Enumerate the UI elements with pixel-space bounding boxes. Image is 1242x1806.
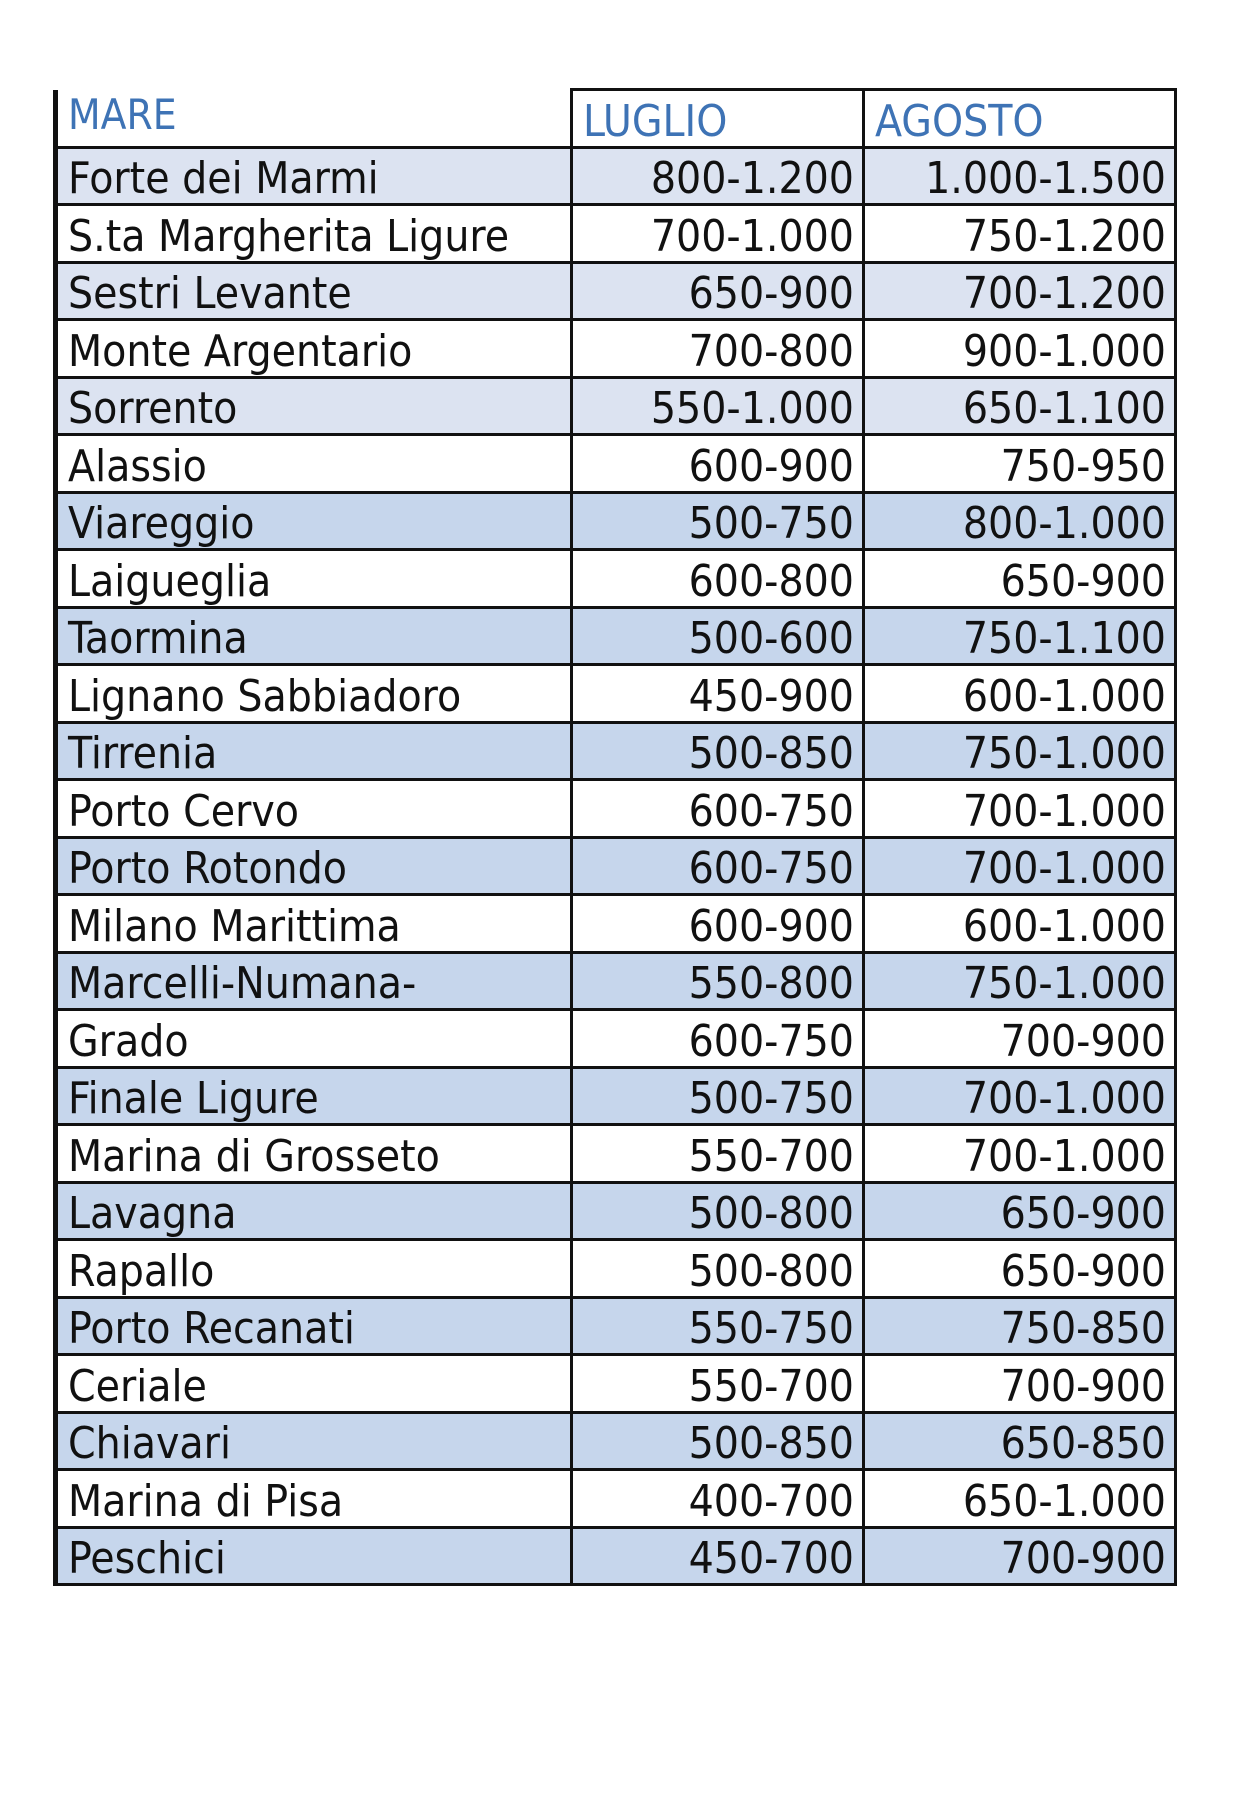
place-cell: Rapallo <box>56 1240 572 1298</box>
place-cell: Grado <box>56 1010 572 1068</box>
place-cell: Chiavari <box>56 1412 572 1470</box>
table-row <box>56 952 1176 1010</box>
table-body <box>56 147 1176 1585</box>
july-price-cell: 700-800 <box>572 320 864 378</box>
place-cell: Alassio <box>56 435 572 493</box>
july-price-cell: 700-1.000 <box>572 205 864 263</box>
place-cell: Marina di Pisa <box>56 1470 572 1528</box>
august-price-cell: 650-900 <box>864 550 1176 608</box>
july-price-cell: 500-800 <box>572 1182 864 1240</box>
august-price-cell: 750-1.100 <box>864 607 1176 665</box>
place-cell: Marcelli-Numana- <box>56 952 572 1010</box>
august-price-cell: 700-1.000 <box>864 837 1176 895</box>
july-price-cell: 550-1.000 <box>572 377 864 435</box>
place-cell: Peschici <box>56 1527 572 1585</box>
table-row <box>56 377 1176 435</box>
july-price-cell: 800-1.200 <box>572 147 864 205</box>
august-price-cell: 750-1.000 <box>864 722 1176 780</box>
august-price-cell: 750-850 <box>864 1297 1176 1355</box>
place-cell: Porto Rotondo <box>56 837 572 895</box>
july-price-cell: 600-750 <box>572 780 864 838</box>
august-price-cell: 750-950 <box>864 435 1176 493</box>
august-price-cell: 650-1.100 <box>864 377 1176 435</box>
place-cell: Forte dei Marmi <box>56 147 572 205</box>
july-price-cell: 550-700 <box>572 1355 864 1413</box>
place-cell: Viareggio <box>56 492 572 550</box>
table-row <box>56 607 1176 665</box>
august-price-cell: 900-1.000 <box>864 320 1176 378</box>
july-price-cell: 500-750 <box>572 492 864 550</box>
august-price-cell: 750-1.200 <box>864 205 1176 263</box>
table-row <box>56 1412 1176 1470</box>
july-price-cell: 550-700 <box>572 1125 864 1183</box>
place-cell: Sorrento <box>56 377 572 435</box>
july-price-cell: 400-700 <box>572 1470 864 1528</box>
july-price-cell: 550-800 <box>572 952 864 1010</box>
july-price-cell: 650-900 <box>572 262 864 320</box>
place-cell: Monte Argentario <box>56 320 572 378</box>
table-row <box>56 1355 1176 1413</box>
header-august: AGOSTO <box>864 90 1176 148</box>
place-cell: Marina di Grosseto <box>56 1125 572 1183</box>
july-price-cell: 500-850 <box>572 722 864 780</box>
august-price-cell: 650-1.000 <box>864 1470 1176 1528</box>
august-price-cell: 700-1.000 <box>864 780 1176 838</box>
table-row <box>56 837 1176 895</box>
header-place: MARE <box>56 90 572 148</box>
july-price-cell: 500-800 <box>572 1240 864 1298</box>
august-price-cell: 700-1.000 <box>864 1125 1176 1183</box>
august-price-cell: 700-1.000 <box>864 1067 1176 1125</box>
august-price-cell: 650-900 <box>864 1182 1176 1240</box>
table-row <box>56 550 1176 608</box>
july-price-cell: 500-750 <box>572 1067 864 1125</box>
table-row <box>56 1010 1176 1068</box>
place-cell: Lavagna <box>56 1182 572 1240</box>
table-row <box>56 435 1176 493</box>
august-price-cell: 650-850 <box>864 1412 1176 1470</box>
table-row <box>56 147 1176 205</box>
place-cell: Milano Marittima <box>56 895 572 953</box>
place-cell: Taormina <box>56 607 572 665</box>
august-price-cell: 800-1.000 <box>864 492 1176 550</box>
august-price-cell: 600-1.000 <box>864 895 1176 953</box>
august-price-cell: 600-1.000 <box>864 665 1176 723</box>
place-cell: Finale Ligure <box>56 1067 572 1125</box>
place-cell: Porto Recanati <box>56 1297 572 1355</box>
table-row <box>56 320 1176 378</box>
july-price-cell: 550-750 <box>572 1297 864 1355</box>
august-price-cell: 750-1.000 <box>864 952 1176 1010</box>
july-price-cell: 600-900 <box>572 435 864 493</box>
table-row <box>56 895 1176 953</box>
table-row <box>56 262 1176 320</box>
july-price-cell: 450-700 <box>572 1527 864 1585</box>
table-row <box>56 1182 1176 1240</box>
july-price-cell: 600-750 <box>572 1010 864 1068</box>
july-price-cell: 600-900 <box>572 895 864 953</box>
table-row <box>56 205 1176 263</box>
august-price-cell: 650-900 <box>864 1240 1176 1298</box>
place-cell: Ceriale <box>56 1355 572 1413</box>
august-price-cell: 1.000-1.500 <box>864 147 1176 205</box>
table-row <box>56 1125 1176 1183</box>
place-cell: Lignano Sabbiadoro <box>56 665 572 723</box>
august-price-cell: 700-1.200 <box>864 262 1176 320</box>
place-cell: Laigueglia <box>56 550 572 608</box>
july-price-cell: 500-850 <box>572 1412 864 1470</box>
table-header-row <box>56 90 1176 148</box>
price-table <box>53 88 1177 1586</box>
august-price-cell: 700-900 <box>864 1355 1176 1413</box>
table-row <box>56 1240 1176 1298</box>
place-cell: Porto Cervo <box>56 780 572 838</box>
table-row <box>56 1297 1176 1355</box>
july-price-cell: 500-600 <box>572 607 864 665</box>
august-price-cell: 700-900 <box>864 1010 1176 1068</box>
table-row <box>56 780 1176 838</box>
table-row <box>56 1067 1176 1125</box>
price-table-container <box>53 88 1173 1586</box>
header-july: LUGLIO <box>572 90 864 148</box>
table-row <box>56 1470 1176 1528</box>
table-row <box>56 492 1176 550</box>
table-row <box>56 722 1176 780</box>
july-price-cell: 600-800 <box>572 550 864 608</box>
place-cell: S.ta Margherita Ligure <box>56 205 572 263</box>
july-price-cell: 600-750 <box>572 837 864 895</box>
place-cell: Tirrenia <box>56 722 572 780</box>
august-price-cell: 700-900 <box>864 1527 1176 1585</box>
july-price-cell: 450-900 <box>572 665 864 723</box>
place-cell: Sestri Levante <box>56 262 572 320</box>
table-row <box>56 665 1176 723</box>
table-row <box>56 1527 1176 1585</box>
